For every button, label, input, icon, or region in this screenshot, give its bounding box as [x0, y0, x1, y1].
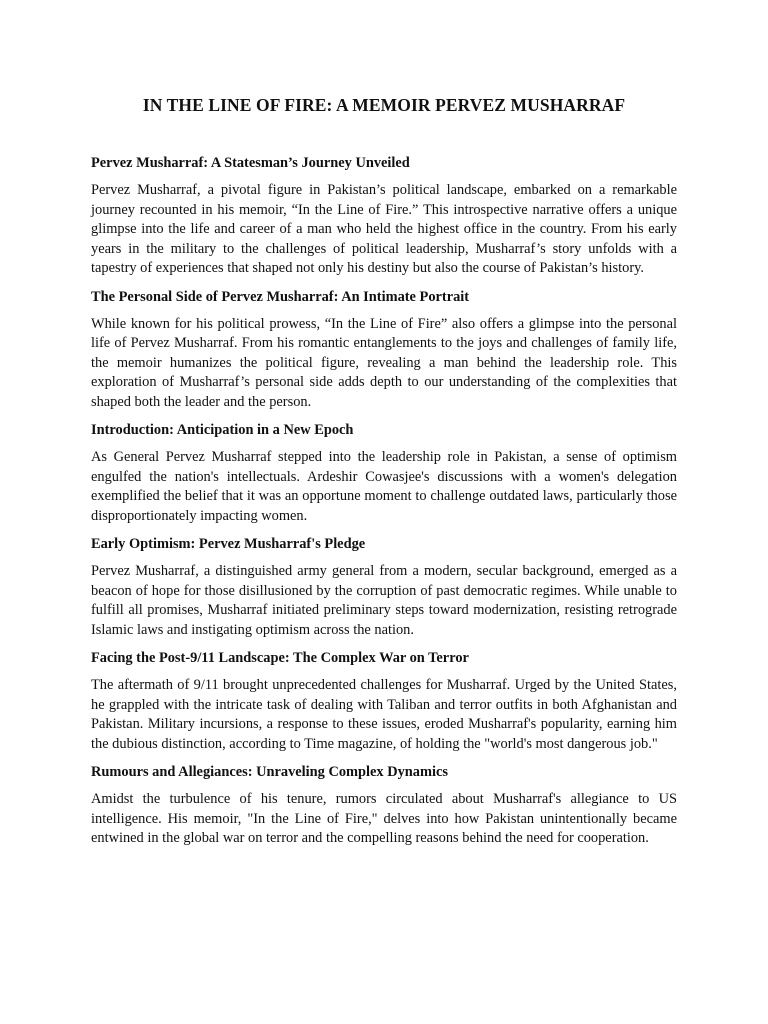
section-heading: The Personal Side of Pervez Musharraf: An Intimate Portrait: [91, 288, 470, 305]
section-paragraph: Pervez Musharraf, a distinguished army general from a modern, secular background, emerged as a beacon of hope for those disillusioned by the corruption of past democratic regimes. While unable to fulfill all promises, Musharraf initiated preliminary steps toward modernization, resisting retrograde Islamic laws and instigating optimism across the nation.: [91, 563, 677, 638]
section-paragraph: As General Pervez Musharraf stepped into the leadership role in Pakistan, a sense of optimism engulfed the nation's intellectuals. Ardeshir Cowasjee's discussions with a women's delegation exemplified the belief that it was an opportune moment to challenge outdated laws, particularly those disproportionately impacting women.: [91, 449, 677, 524]
section-paragraph: Pervez Musharraf, a pivotal figure in Pakistan’s political landscape, embarked on a remarkable journey recounted in his memoir, “In the Line of Fire.” This introspective narrative offers a unique glimpse into the life and career of a man who held the highest office in the country. From his early years in the military to the challenges of political leadership, Musharraf’s story unfolds with a tapestry of experiences that shaped not only his destiny but also the course of Pakistan’s history.: [91, 182, 677, 276]
section-introduction: [91, 420, 677, 526]
section-personal-side: [91, 287, 677, 413]
document-title: IN THE LINE OF FIRE: A MEMOIR PERVEZ MUSHARRAF: [142, 95, 626, 115]
section-heading: Introduction: Anticipation in a New Epoch: [91, 422, 354, 438]
section-early-optimism: [91, 534, 677, 640]
section-heading: Early Optimism: Pervez Musharraf's Pledge: [91, 536, 366, 552]
section-statesman-journey: [91, 153, 677, 279]
section-paragraph: The aftermath of 9/11 brought unprecedented challenges for Musharraf. Urged by the United States, he grappled with the intricate task of dealing with Taliban and terror outfits in both Afghanistan and Pakistan. Military incursions, a response to these issues, eroded Musharraf's popularity, earning him the dubious distinction, according to Time magazine, of holding the "world's most dangerous job.": [91, 677, 677, 752]
section-heading: Facing the Post-9/11 Landscape: The Complex War on Terror: [91, 650, 469, 666]
section-post-911: [91, 648, 677, 754]
section-heading: Rumours and Allegiances: Unraveling Complex Dynamics: [91, 764, 448, 780]
document-body: [91, 153, 677, 857]
section-paragraph: While known for his political prowess, “In the Line of Fire” also offers a glimpse into the personal life of Pervez Musharraf. From his romantic entanglements to the joys and challenges of family life, the memoir humanizes the political figure, revealing a man behind the leadership role. This exploration of Musharraf’s personal side adds depth to our understanding of the complexities that shaped both the leader and the person.: [91, 315, 677, 410]
section-rumours-allegiances: [91, 762, 677, 849]
section-paragraph: Amidst the turbulence of his tenure, rumors circulated about Musharraf's allegiance to US intelligence. His memoir, "In the Line of Fire," delves into how Pakistan unintentionally became entwined in the global war on terror and the compelling reasons behind the need for cooperation.: [91, 791, 677, 846]
section-heading: Pervez Musharraf: A Statesman’s Journey Unveiled: [91, 155, 410, 171]
